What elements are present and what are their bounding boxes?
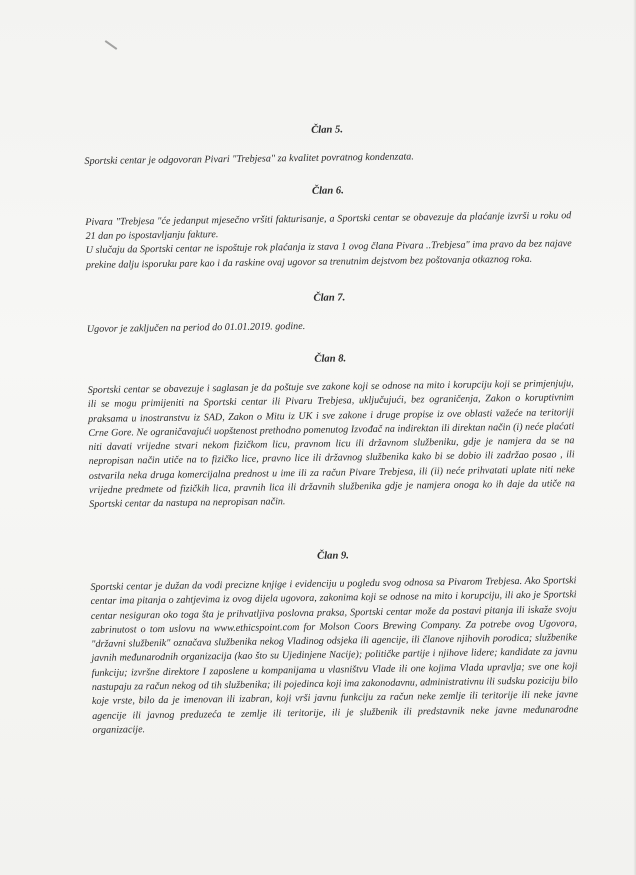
article-9-heading: Član 9. [317, 549, 349, 562]
article-7-heading: Član 7. [313, 292, 346, 304]
article-9-paragraph-1: Sportski centar je dužan da vodi precizne knjige i evidenciju u pogledu svog odnosa sa Pivarom Trebjesa. Ako Sportski centar ima pitanja o zahtjevima iz ovog dijela ugovora, zakonima koji se odnose na mito i korupciju, ili ako je Sportski centar nesiguran oko toga šta je prihvatljiva poslovna praksa, Sportski centar može da postavi pitanja ili iskaže svoju zabrinutost o tom uslovu na www.ethicspoint.com for Molson Coors Brewing Company. Za potrebe ovog Ugovora, "državni službenik" označava službenika nekog Vladinog odsjeka ili agencije, ili članove njihovih porodica; službenike javnih međunarodnih organizacija (kao što su Ujedinjene Nacije); političke partije i njihove lidere; kandidate za javnu funkciju; izvršne direktore I zaposlene u kompanijama u vlasništvu Vlade ili one kojima Vlada upravlja; sve one koji nastupaju za račun nekog od tih službenika; ili pojedinca koji ima zakonodavnu, administrativnu ili sudsku poziciju bilo koje vrste, bilo da je imenovan ili izabran, koji vrši javnu funkciju za račun neke zemlje ili teritorije ili neke javne agencije ili javnog preduzeća te zemlje ili teritorije, ili je službenik ili predstavnik neke javne međunarodne organizacije. [90, 575, 579, 736]
article-6-paragraph-2: U slučaju da Sportski centar ne ispoštuje rok plaćanja iz stava 1 ovog člana Pivara ..Trebjesa" ima pravo da bez najave prekine dalju isporuku pare kao i da raskine ovaj ugovor sa trenutnim dejstvom bez poštovanja otkaznog roka. [85, 238, 572, 271]
article-5-heading: Član 5. [311, 124, 344, 136]
article-6 [85, 181, 572, 273]
article-8 [87, 349, 575, 513]
article-7-paragraph-1: Ugovor je zaključen na period do 01.01.2019. godine. [86, 321, 306, 336]
article-7 [86, 288, 573, 337]
pen-mark [105, 40, 118, 50]
article-8-heading: Član 8. [314, 353, 347, 365]
article-6-paragraph-1: Pivara "Trebjesa "će jedanput mjesečno vršiti fakturisanje, a Sportski centar se obavezuje da plaćanje izvrši u roku od 21 dan po ispostavljanju fakture. [85, 210, 572, 243]
document-body [84, 120, 578, 738]
article-5-paragraph-1: Sportski centar je odgovoran Pivari "Trebjesa" za kvalitet povratnog kondenzata. [84, 151, 414, 168]
article-8-paragraph-1: Sportski centar se obavezuje i saglasan je da poštuje sve zakone koji se odnose na mito i korupciju koji se primjenjuju, ili se mogu primijeniti na Sportski centar ili Pivaru Trebjesa, uključujući, bez ograničenja, Zakon o koruptivnim praksama u inostranstvu iz SAD, Zakon o Mitu iz UK i sve zakone i druge propise iz ove oblasti važeće na teritoriji Crne Gore. Ne ograničavajući uopštenost prethodno pomenutog Izvođač na indirektan ili direktan način (i) neće plaćati niti davati vrijedne stvari nekom fizičkom licu, pravnom licu ili državnom službeniku, gdje je namjera da se na nepropisan način utiče na to fizičko lice, pravno lice ili državnog službenika kako bi se dobio ili zadržao posao , ili ostvarila neka druga komercijalna prednost u ime ili za račun Pivare Trebjesa, ili (ii) neće prihvatati uplate niti neke vrijedne predmete od fizičkih lica, pravnih lica ili državnih službenika gdje je namjera onoga ko ih daje da utiče na Sportski centar da nastupa na nepropisan način. [87, 378, 576, 511]
article-9 [90, 546, 579, 738]
article-5 [84, 120, 571, 169]
article-6-heading: Član 6. [311, 184, 344, 197]
